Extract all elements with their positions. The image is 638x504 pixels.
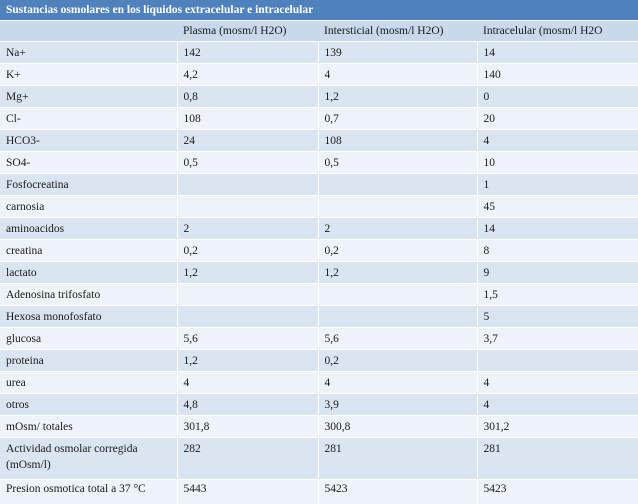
value-cell: 282	[177, 438, 318, 480]
value-cell: 300,8	[318, 416, 477, 438]
value-cell: 4,8	[177, 394, 318, 416]
value-cell: 5423	[477, 480, 638, 504]
value-cell: 0	[477, 86, 638, 108]
value-cell: 5	[477, 306, 638, 328]
row-label-cell: Hexosa monofosfato	[0, 306, 177, 328]
value-cell	[318, 284, 477, 306]
row-label-cell: Mg+	[0, 86, 177, 108]
table-row	[0, 328, 638, 350]
table-row	[0, 174, 638, 196]
row-label-cell: Na+	[0, 42, 177, 64]
header-cell: Intersticial (mosm/l H2O)	[318, 21, 477, 42]
table-row	[0, 196, 638, 218]
table-row	[0, 240, 638, 262]
value-cell: 4	[177, 372, 318, 394]
value-cell	[177, 196, 318, 218]
header-cell	[0, 21, 177, 42]
value-cell: 9	[477, 262, 638, 284]
value-cell: 4	[477, 372, 638, 394]
header-cell: Intracelular (mosm/l H2O	[477, 21, 638, 42]
value-cell: 4	[318, 372, 477, 394]
table-row	[0, 372, 638, 394]
value-cell: 4	[318, 64, 477, 86]
table-row	[0, 350, 638, 372]
table-row	[0, 262, 638, 284]
table-row	[0, 416, 638, 438]
table-row	[0, 480, 638, 504]
value-cell	[477, 350, 638, 372]
row-label-cell: glucosa	[0, 328, 177, 350]
row-label-cell: HCO3-	[0, 130, 177, 152]
table-row	[0, 86, 638, 108]
row-label-cell: Fosfocreatina	[0, 174, 177, 196]
value-cell: 1,2	[318, 86, 477, 108]
value-cell: 20	[477, 108, 638, 130]
value-cell: 140	[477, 64, 638, 86]
value-cell: 1,2	[177, 350, 318, 372]
value-cell: 108	[177, 108, 318, 130]
value-cell: 108	[318, 130, 477, 152]
row-label-cell: Actividad osmolar corregida (mOsm/l)	[0, 438, 177, 480]
row-label-cell: carnosia	[0, 196, 177, 218]
value-cell: 1	[477, 174, 638, 196]
value-cell: 3,9	[318, 394, 477, 416]
value-cell: 14	[477, 42, 638, 64]
table-row	[0, 284, 638, 306]
value-cell: 5,6	[177, 328, 318, 350]
value-cell: 281	[477, 438, 638, 480]
table-row	[0, 306, 638, 328]
row-label-cell: urea	[0, 372, 177, 394]
table-row	[0, 152, 638, 174]
value-cell: 0,8	[177, 86, 318, 108]
value-cell: 10	[477, 152, 638, 174]
table-row	[0, 108, 638, 130]
title-row	[0, 0, 638, 21]
row-label-cell: SO4-	[0, 152, 177, 174]
table-body	[0, 42, 638, 504]
value-cell: 8	[477, 240, 638, 262]
value-cell: 139	[318, 42, 477, 64]
table-row	[0, 130, 638, 152]
value-cell: 281	[318, 438, 477, 480]
value-cell	[177, 284, 318, 306]
value-cell: 0,2	[318, 350, 477, 372]
table-row	[0, 42, 638, 64]
value-cell	[318, 174, 477, 196]
row-label-cell: otros	[0, 394, 177, 416]
row-label-cell: K+	[0, 64, 177, 86]
value-cell: 5,6	[318, 328, 477, 350]
table-row	[0, 218, 638, 240]
value-cell: 2	[318, 218, 477, 240]
value-cell: 24	[177, 130, 318, 152]
row-label-cell: aminoacidos	[0, 218, 177, 240]
value-cell: 301,8	[177, 416, 318, 438]
value-cell: 0,5	[318, 152, 477, 174]
value-cell	[318, 196, 477, 218]
row-label-cell: proteina	[0, 350, 177, 372]
value-cell: 0,5	[177, 152, 318, 174]
table-row	[0, 394, 638, 416]
table-title: Sustancias osmolares en los líquidos extracelular e intracelular	[0, 0, 638, 21]
value-cell: 4,2	[177, 64, 318, 86]
row-label-cell: Adenosina trifosfato	[0, 284, 177, 306]
row-label-cell: Presion osmotica total a 37 °C	[0, 480, 177, 504]
value-cell: 2	[177, 218, 318, 240]
value-cell: 4	[477, 394, 638, 416]
value-cell: 1,2	[177, 262, 318, 284]
row-label-cell: mOsm/ totales	[0, 416, 177, 438]
value-cell: 45	[477, 196, 638, 218]
value-cell: 1,2	[318, 262, 477, 284]
row-label-cell: creatina	[0, 240, 177, 262]
value-cell: 14	[477, 218, 638, 240]
value-cell: 0,2	[318, 240, 477, 262]
value-cell	[177, 306, 318, 328]
row-label-cell: Cl-	[0, 108, 177, 130]
value-cell	[318, 306, 477, 328]
value-cell	[177, 174, 318, 196]
header-row	[0, 21, 638, 42]
value-cell: 301,2	[477, 416, 638, 438]
table-row	[0, 64, 638, 86]
value-cell: 4	[477, 130, 638, 152]
value-cell: 1,5	[477, 284, 638, 306]
header-cell: Plasma (mosm/l H2O)	[177, 21, 318, 42]
value-cell: 3,7	[477, 328, 638, 350]
value-cell: 5443	[177, 480, 318, 504]
value-cell: 5423	[318, 480, 477, 504]
table-row	[0, 438, 638, 480]
value-cell: 142	[177, 42, 318, 64]
row-label-cell: lactato	[0, 262, 177, 284]
value-cell: 0,2	[177, 240, 318, 262]
value-cell: 0,7	[318, 108, 477, 130]
